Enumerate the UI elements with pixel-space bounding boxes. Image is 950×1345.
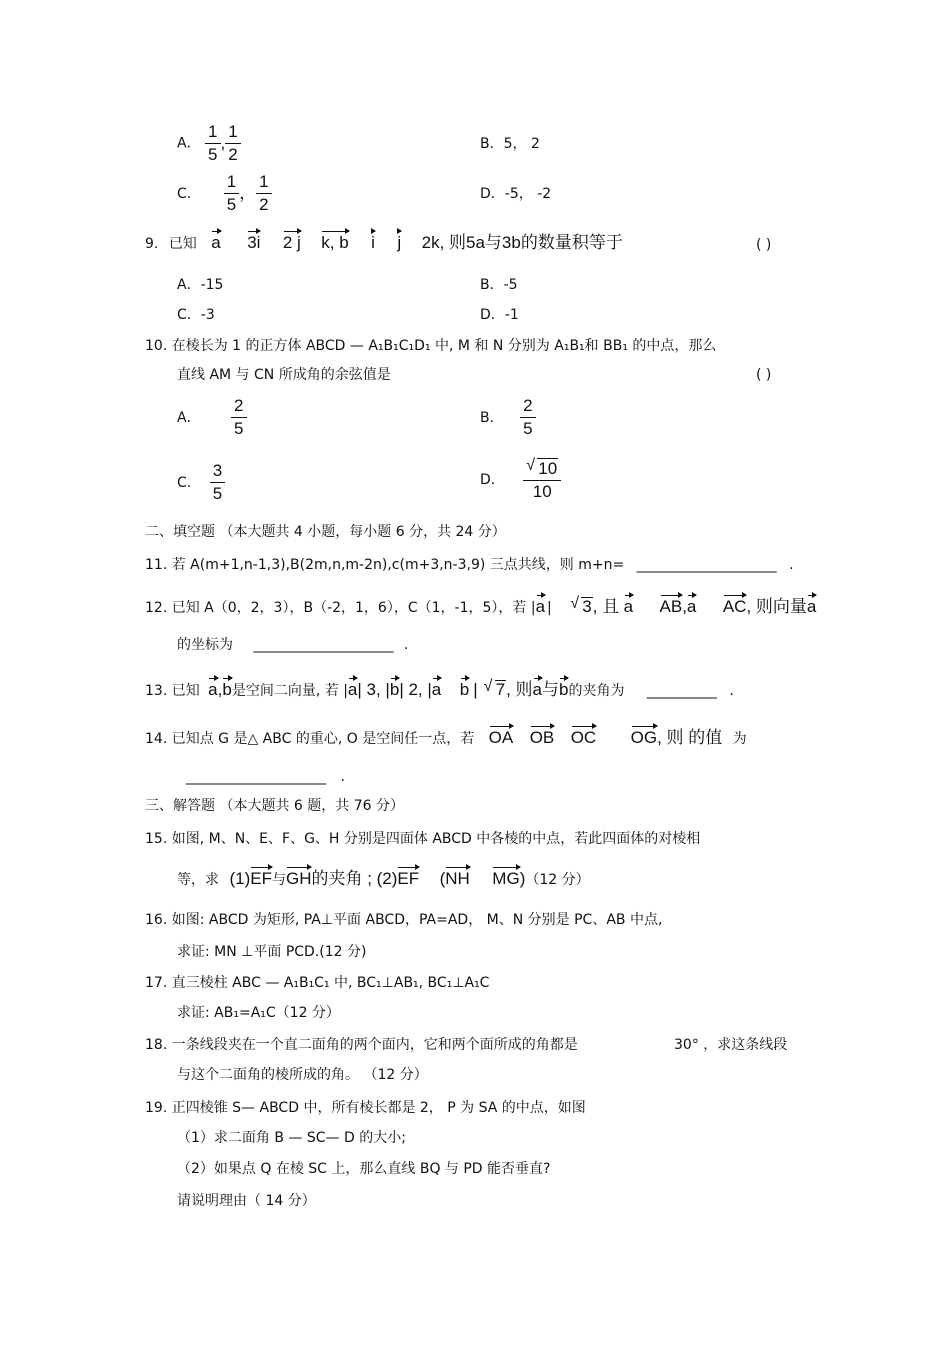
- q14: [145, 729, 747, 748]
- q13: [145, 680, 734, 700]
- q12-vector-ac: AC: [722, 597, 747, 616]
- q8-c-fraction-1: $\frac{1}{5}$: [224, 172, 239, 215]
- q8-b-label: B．: [480, 136, 504, 152]
- q8-c-fraction-2: $\frac{1}{2}$: [256, 172, 271, 215]
- q9-vector-a: a: [211, 233, 221, 252]
- q9-option-a: [177, 276, 223, 294]
- q13-sep: ,: [217, 680, 223, 699]
- q9-term-2j: 2 j: [282, 233, 301, 252]
- q15-line2: 等，求 (1)EF与GH的夹角 ; (2)EF (NH MG)（12 分）: [177, 869, 590, 888]
- q14-wei: 为: [732, 731, 747, 747]
- q15-angle-part2: 的夹角 ; (2): [311, 869, 398, 888]
- q15-close: ): [519, 869, 526, 888]
- q12-and: , 且: [592, 597, 620, 616]
- q9-term-j: j: [397, 233, 402, 252]
- q8-d-label: D．: [480, 186, 505, 202]
- q10-a-fraction: $\frac{2}{5}$: [231, 396, 246, 439]
- q10-d-radicand: 10: [538, 459, 558, 478]
- q8-a-fraction-1: $\frac{1}{5}$: [205, 122, 220, 165]
- q8-a-sep: ,: [220, 133, 226, 153]
- q10-b-label: B．: [480, 409, 504, 426]
- q12-sqrt3: √ 3: [570, 595, 592, 616]
- q13-vector-a: a: [208, 680, 218, 699]
- q9-term-3i: 3i: [247, 233, 261, 252]
- q8-c-label: C.: [177, 185, 192, 202]
- q10-b-fraction: $\frac{2}{5}$: [520, 396, 535, 439]
- q13-vector-a-4: a: [532, 680, 542, 699]
- q9-option-c: [177, 306, 215, 324]
- q17-line2: 求证: AB₁=A₁C（12 分）: [177, 1005, 340, 1021]
- q13-with: 与: [542, 680, 559, 699]
- q11: [145, 556, 794, 574]
- q19-line1: 19. 正四棱锥 S— ABCD 中，所有棱长都是 2， P 为 SA 的中点，如图: [145, 1100, 586, 1116]
- q19-line2: （1）求二面角 B — SC— D 的大小;: [177, 1130, 406, 1146]
- q12-end: .: [403, 637, 409, 653]
- q15-part1: (1): [229, 869, 251, 888]
- q13-part3: |: [473, 680, 478, 699]
- q12-prefix: 12. 已知 A（0，2，3），B（-2，1，6），C（1，-1，5），若 |: [145, 600, 536, 616]
- q13-end: .: [729, 683, 734, 699]
- q17-line1: 17. 直三棱柱 ABC — A₁B₁C₁ 中, BC₁⊥AB₁, BC₁⊥A₁C: [145, 975, 490, 991]
- q10-c-fraction: $\frac{3}{5}$: [210, 461, 225, 504]
- q12-vector-a-3: a: [686, 597, 697, 616]
- q12-line2: [177, 636, 408, 654]
- q9-d-text: -1: [504, 307, 519, 323]
- q15-vector-nh: NH: [445, 869, 470, 888]
- q13-prefix: 13. 已知: [145, 683, 200, 699]
- q9-d-label: D．: [480, 307, 505, 323]
- q12-vector-a: a: [535, 597, 546, 616]
- q8-option-b: [480, 135, 540, 153]
- q13-vector-a-3: a: [431, 680, 442, 699]
- q15-vector-gh: GH: [285, 869, 312, 888]
- q8-a-label: A．: [177, 135, 201, 152]
- q10-stem-line2: 直线 AM 与 CN 所成角的余弦值是: [177, 367, 391, 383]
- q12-coord-label: 的坐标为: [177, 637, 233, 653]
- q13-answer-blank[interactable]: __________: [646, 683, 717, 699]
- q10-d-label: D．: [480, 472, 505, 488]
- q12-abs-close: |: [547, 600, 552, 616]
- q12-vector-ab: AB: [659, 597, 683, 616]
- q8-a-fraction-2: $\frac{1}{2}$: [225, 122, 240, 165]
- q14-vector-oc: OC: [570, 728, 597, 747]
- q15-with: 与: [271, 872, 286, 888]
- q16-line1: 16. 如图: ABCD 为矩形, PA⊥平面 ABCD，PA=AD， M、N 分别是 PC、AB 中点,: [145, 912, 663, 928]
- q12-comma: ,: [682, 597, 687, 616]
- q13-part1: | 3, |: [357, 680, 390, 699]
- q8-d-text: -5， -2: [504, 186, 552, 202]
- q13-sqrt7: √ 7: [483, 678, 506, 699]
- q9-term-i: i: [371, 233, 375, 252]
- q12-tail: , 则向量: [746, 597, 807, 616]
- q12-answer-blank[interactable]: ____________________: [253, 637, 394, 653]
- q9-option-b: [480, 276, 518, 294]
- q14-vector-oa: OA: [488, 728, 514, 747]
- q15-vector-ef: EF: [250, 869, 272, 888]
- q10-c-label: C.: [177, 474, 192, 491]
- q12-vector-a-4: a: [806, 597, 817, 616]
- q11-end: .: [789, 557, 794, 573]
- q8-b-text: 5， 2: [503, 136, 540, 152]
- q12-stem: [145, 597, 816, 617]
- q18-line1: 18. 一条线段夹在一个直二面角的两个面内，它和两个面所成的角都是: [145, 1037, 578, 1053]
- q8-option-c: [177, 172, 272, 215]
- q10-option-a: [177, 396, 247, 439]
- q13-vector-b: b: [222, 680, 232, 699]
- q18-line2: 与这个二面角的棱所成的角。 （12 分）: [177, 1067, 428, 1083]
- q13-part2: | 2, |: [399, 680, 432, 699]
- q11-text: 11. 若 A(m+1,n-1,3),B(2m,n,m-2n),c(m+3,n-3,9) 三点共线，则 m+n=: [145, 557, 625, 573]
- q8-option-a: [177, 122, 241, 165]
- q12-vector-a-2: a: [623, 597, 634, 616]
- q9-a-text: -15: [200, 277, 224, 293]
- q13-vector-b-2: b: [389, 680, 400, 699]
- q13-then: , 则: [506, 680, 533, 699]
- q18-degree: 30° ，求这条线段: [674, 1037, 788, 1053]
- q14-vector-ob: OB: [529, 728, 555, 747]
- q9-c-text: -3: [200, 307, 215, 323]
- q15-vector-ef-2: EF: [397, 869, 420, 888]
- q9-answer-paren: ( ): [756, 237, 772, 253]
- q10-option-b: [480, 396, 536, 439]
- q8-c-sep: ，: [239, 183, 257, 203]
- q10-stem-line1: 10. 在棱长为 1 的正方体 ABCD — A₁B₁C₁D₁ 中, M 和 N 分别为 A₁B₁和 BB₁ 的中点，那么: [145, 338, 717, 354]
- q9-number: 9.: [145, 236, 159, 252]
- q9-prefix: 已知: [168, 236, 197, 252]
- q14-answer-blank[interactable]: ____________________: [186, 769, 326, 785]
- q15-vector-mg: MG: [492, 869, 520, 888]
- q14-end: .: [340, 769, 345, 785]
- q15-line1: 15. 如图, M、N、E、F、G、H 分别是四面体 ABCD 中各棱的中点，若此四面体的对棱相: [145, 831, 701, 847]
- q14-prefix: 14. 已知点 G 是△ ABC 的重心, O 是空间任一点，若: [145, 731, 475, 747]
- q8-option-d: [480, 185, 551, 203]
- q10-d-fraction: √ 10 10: [523, 458, 561, 502]
- q14-tail: , 则 的值: [657, 728, 723, 747]
- q19-line4: 请说明理由（ 14 分）: [177, 1193, 316, 1209]
- q19-line3: （2）如果点 Q 在棱 SC 上，那么直线 BQ 与 PD 能否垂直?: [177, 1161, 551, 1177]
- q13-vector-b-3: b: [459, 680, 470, 699]
- q15-prefix: 等，求: [177, 872, 219, 888]
- q9-term-kb: k, b: [321, 233, 349, 252]
- section-2-heading: 二、填空题 （本大题共 4 小题，每小题 6 分，共 24 分）: [145, 524, 506, 540]
- q9-b-text: -5: [503, 277, 518, 293]
- q13-vector-b-4: b: [559, 680, 569, 699]
- q13-mid: 是空间二向量, 若 |: [231, 683, 348, 699]
- q13-angle-label: 的夹角为: [568, 683, 625, 699]
- q16-line2: 求证: MN ⊥平面 PCD.(12 分): [177, 944, 367, 960]
- q13-vector-a-2: a: [347, 680, 358, 699]
- q11-answer-blank[interactable]: ____________________: [636, 557, 777, 573]
- q14-line2: [186, 768, 345, 786]
- q10-option-c: [177, 461, 225, 504]
- q9-stem: [145, 234, 623, 253]
- q9-b-label: B．: [480, 277, 504, 293]
- q9-option-d: [480, 306, 519, 324]
- q9-term-tail: 2k, 则5a与3b的数量积等于: [421, 233, 623, 252]
- q10-a-label: A．: [177, 409, 201, 426]
- section-3-heading: 三、解答题 （本大题共 6 题，共 76 分）: [145, 798, 404, 814]
- q10-answer-paren: ( ): [756, 367, 772, 383]
- q15-score: （12 分）: [525, 872, 590, 888]
- q9-c-label: C．: [177, 307, 201, 323]
- q14-vector-og: OG: [630, 728, 658, 747]
- q9-a-label: A．: [177, 277, 201, 293]
- q10-option-d: [480, 458, 561, 502]
